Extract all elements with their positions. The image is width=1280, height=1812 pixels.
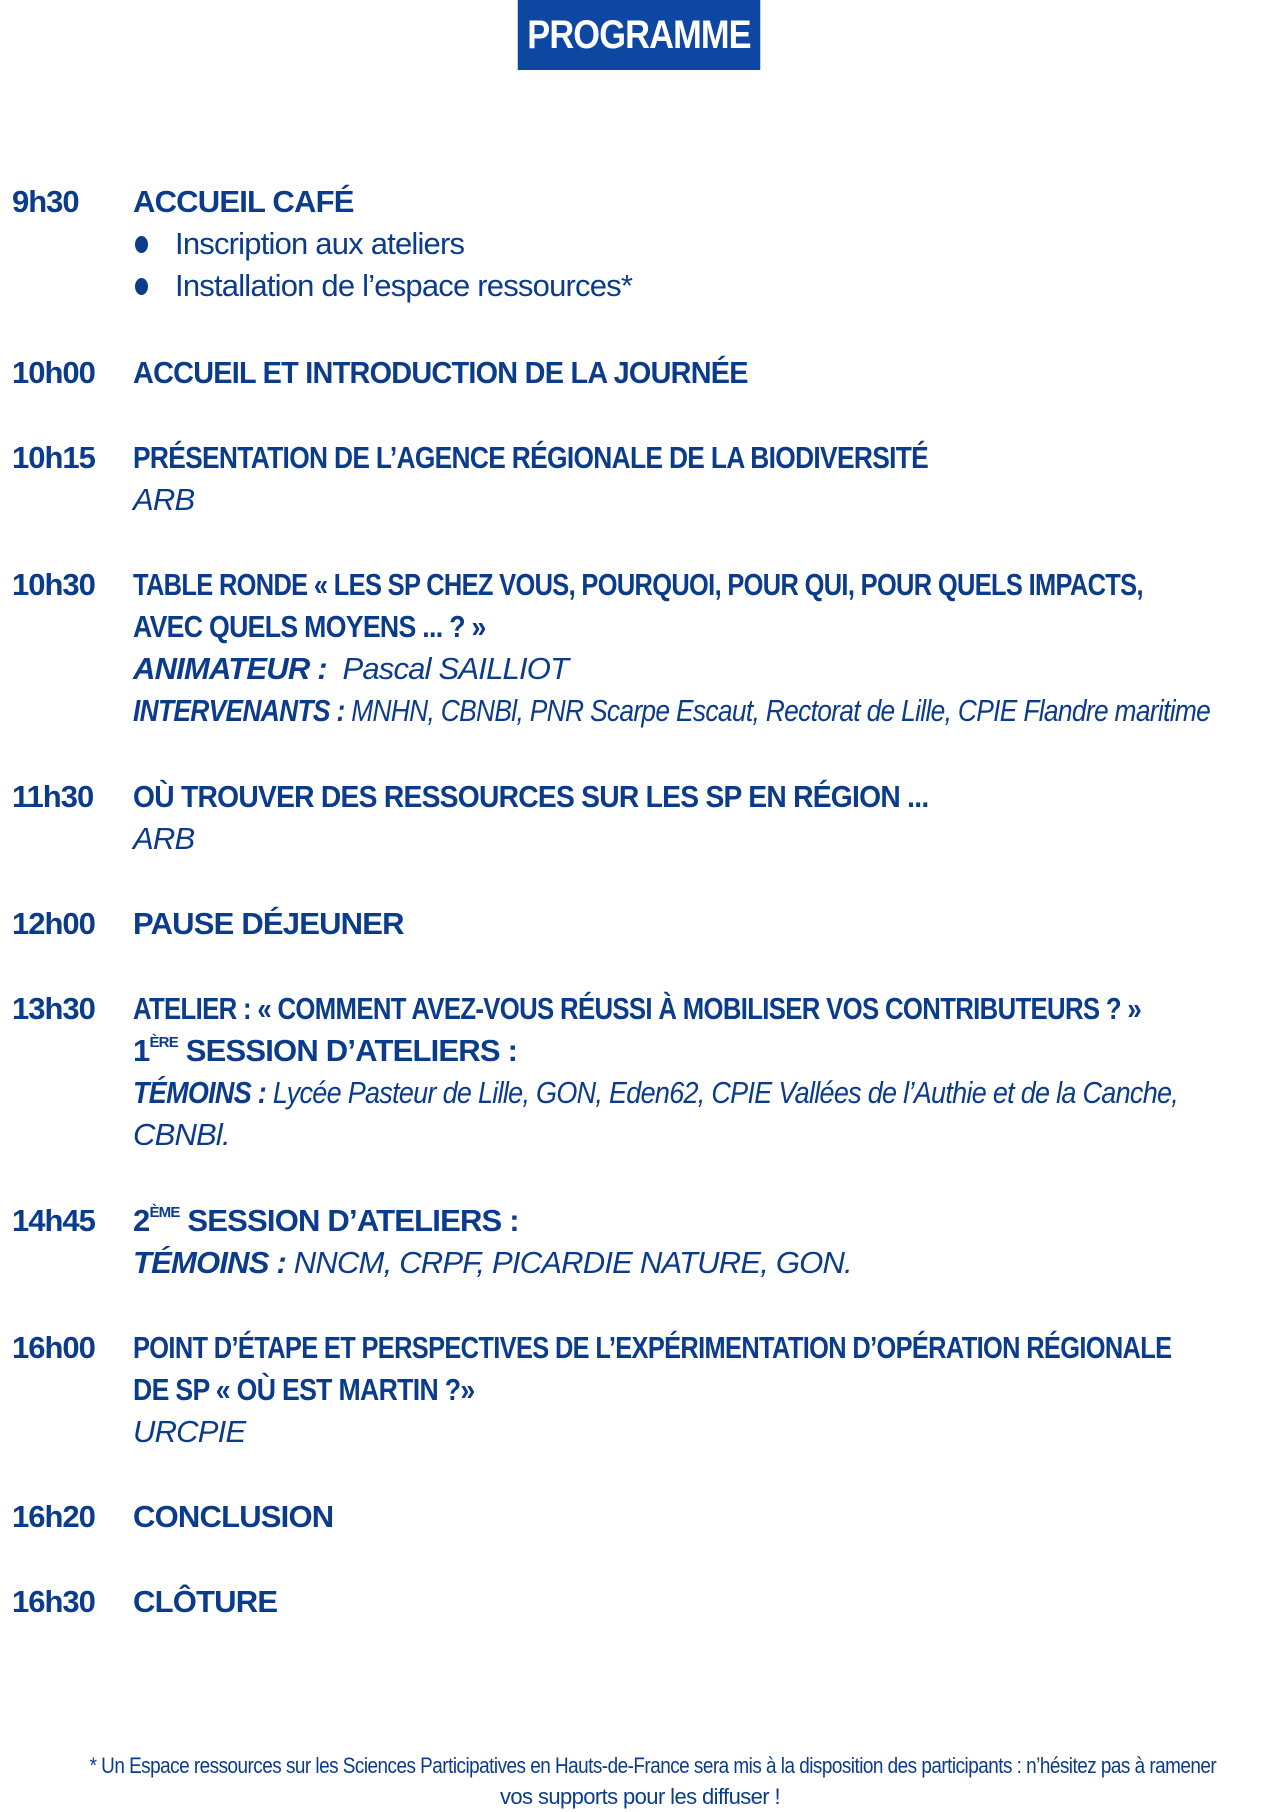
agenda-title: PAUSE DÉJEUNER xyxy=(133,906,404,941)
bullet-item xyxy=(133,265,1273,307)
animateur-name: Pascal SAILLIOT xyxy=(342,651,569,686)
intervenants-list: MNHN, CBNBl, PNR Scarpe Escaut, Rectorat de Lille, CPIE Flandre maritime xyxy=(351,693,1211,728)
agenda-time: 9h30 xyxy=(12,184,79,219)
agenda-title: PRÉSENTATION DE L’AGENCE RÉGIONALE DE LA BIODIVERSITÉ xyxy=(133,440,929,475)
temoins-line xyxy=(133,1242,1273,1284)
agenda-title-line: POINT D’ÉTAPE ET PERSPECTIVES DE L’EXPÉRIMENTATION D’OPÉRATION RÉGIONALE xyxy=(133,1330,1172,1365)
agenda-org: ARB xyxy=(133,821,195,856)
agenda-time: 11h30 xyxy=(12,779,94,814)
bullet-dot-icon xyxy=(135,236,148,253)
agenda-time: 10h00 xyxy=(12,355,95,390)
animateur-label: ANIMATEUR : xyxy=(133,651,327,686)
session-suffix: ÈRE xyxy=(149,1034,178,1051)
agenda-title: ACCUEIL CAFÉ xyxy=(133,184,354,219)
agenda-title: OÙ TROUVER DES RESSOURCES SUR LES SP EN RÉGION ... xyxy=(133,779,929,814)
agenda-time: 10h15 xyxy=(12,440,95,475)
temoins-label: TÉMOINS : xyxy=(133,1245,286,1280)
programme-banner xyxy=(518,0,761,70)
animateur-line xyxy=(133,648,1273,690)
agenda-time: 16h00 xyxy=(12,1330,95,1365)
bullet-text: Installation de l’espace ressources* xyxy=(175,268,633,303)
agenda-time: 12h00 xyxy=(12,906,95,941)
temoins-label: TÉMOINS : xyxy=(133,1075,267,1110)
intervenants-line xyxy=(133,690,1211,732)
agenda-title-line: DE SP « OÙ EST MARTIN ?» xyxy=(133,1372,475,1407)
agenda-title: CONCLUSION xyxy=(133,1499,334,1534)
agenda-org: URCPIE xyxy=(133,1414,246,1449)
footnote xyxy=(0,1750,1280,1812)
agenda-time: 16h20 xyxy=(12,1499,95,1534)
agenda-title-line: AVEC QUELS MOYENS ... ? » xyxy=(133,609,486,644)
bullet-text: Inscription aux ateliers xyxy=(175,226,465,261)
agenda-time: 13h30 xyxy=(12,991,95,1026)
session-suffix: ÈME xyxy=(149,1204,180,1221)
session-label: SESSION D’ATELIERS : xyxy=(187,1203,519,1238)
session-line xyxy=(133,1200,1273,1242)
temoins-list: Lycée Pasteur de Lille, GON, Eden62, CPIE Vallées de l’Authie et de la Canche, xyxy=(272,1075,1179,1110)
bullet-dot-icon xyxy=(135,278,148,295)
agenda-time: 10h30 xyxy=(12,567,95,602)
programme-title: PROGRAMME xyxy=(527,12,751,57)
session-label: SESSION D’ATELIERS : xyxy=(185,1033,518,1068)
agenda-title-line: TABLE RONDE « LES SP CHEZ VOUS, POURQUOI, POUR QUI, POUR QUELS IMPACTS, xyxy=(133,567,1143,602)
bullet-item xyxy=(133,223,1273,265)
agenda-time: 14h45 xyxy=(12,1203,95,1238)
agenda-title: ACCUEIL ET INTRODUCTION DE LA JOURNÉE xyxy=(133,355,748,390)
temoins-list: NNCM, CRPF, PICARDIE NATURE, GON. xyxy=(293,1245,852,1280)
session-line xyxy=(133,1030,1273,1072)
agenda-org: ARB xyxy=(133,482,195,517)
temoins-line: CBNBl. xyxy=(133,1117,230,1152)
session-number: 2 xyxy=(133,1203,150,1238)
temoins-line xyxy=(133,1072,1179,1114)
intervenants-label: INTERVENANTS : xyxy=(133,693,345,728)
agenda-title: ATELIER : « COMMENT AVEZ-VOUS RÉUSSI À MOBILISER VOS CONTRIBUTEURS ? » xyxy=(133,991,1142,1026)
footnote-line: vos supports pour les diffuser ! xyxy=(500,1784,780,1809)
agenda-time: 16h30 xyxy=(12,1584,95,1619)
footnote-line: * Un Espace ressources sur les Sciences Participatives en Hauts-de-France sera mis à la disposition des participants : n’hésitez pas à ramener xyxy=(89,1753,1217,1778)
agenda-title: CLÔTURE xyxy=(133,1584,278,1619)
session-number: 1 xyxy=(133,1033,150,1068)
